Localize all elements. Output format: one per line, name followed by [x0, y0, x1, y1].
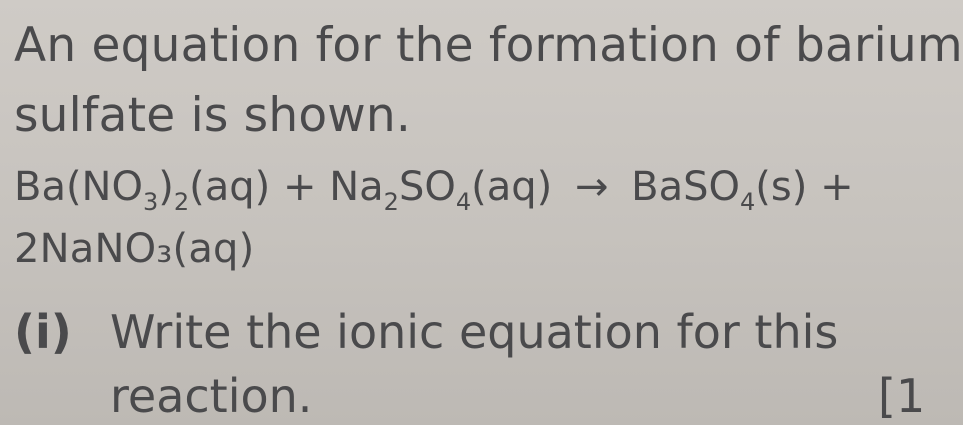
question-text-line-2: reaction.: [110, 369, 313, 423]
plus-sign: +: [282, 164, 317, 210]
product-barium-sulfate: BaSO$_4$(s): [631, 164, 808, 216]
intro-text-line-2: sulfate is shown.: [14, 88, 412, 143]
question-text-line-1: Write the ionic equation for this: [110, 305, 839, 359]
reaction-arrow: →: [574, 164, 609, 210]
plus-sign: +: [820, 164, 854, 210]
question-number: (i): [14, 305, 72, 359]
marks-bracket: [1: [878, 369, 926, 423]
intro-text-line-1: An equation for the formation of barium: [14, 18, 963, 73]
chemical-equation-line-2: 2NaNO₃(aq): [14, 226, 255, 272]
chemical-equation-line-1: [14, 160, 854, 214]
reactant-sodium-sulfate: $Na_2SO_4(aq)$: [329, 164, 553, 216]
reactant-barium-nitrate: $Ba(NO_3)_2(aq)$: [14, 164, 271, 216]
